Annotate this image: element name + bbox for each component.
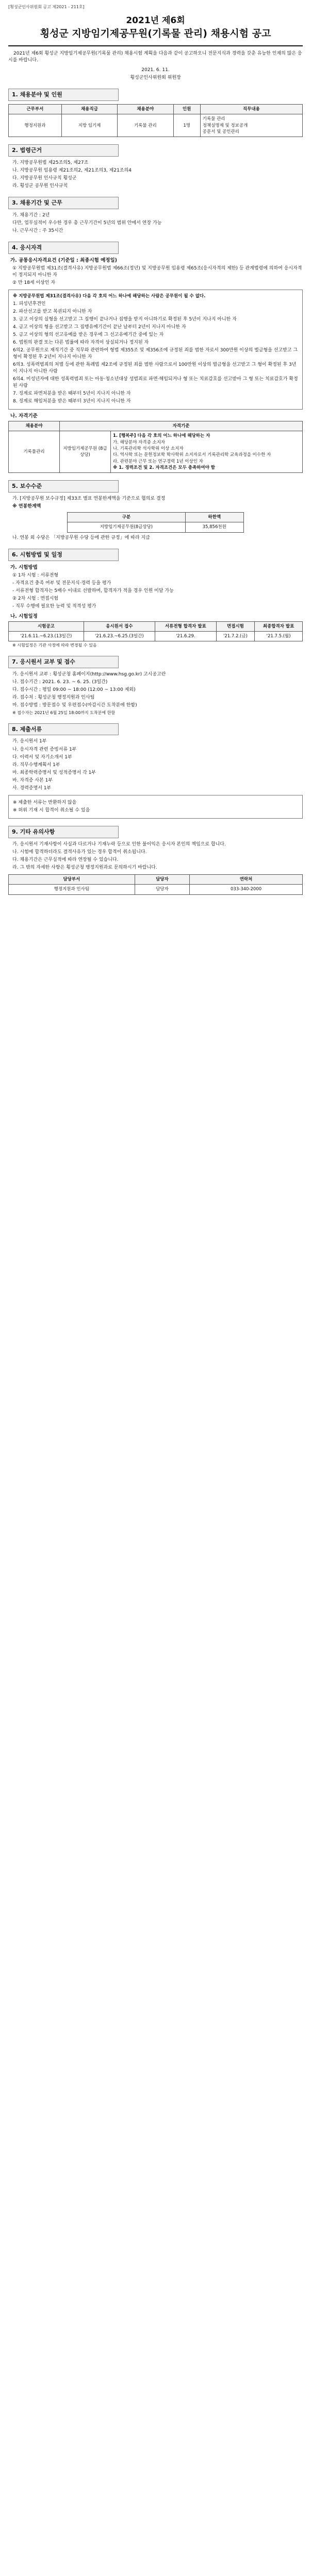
text-line: 가. 응시원서 기재사항이 사실과 다르거나 기재누락 등으로 인한 불이익은 응시자 본인의 책임으로 합니다.: [12, 841, 226, 847]
text-line: 가. 지방공무원법 제25조의5, 제27조: [12, 160, 89, 166]
text-line: ※ 시험일정은 기관 사정에 따라 변경될 수 있음: [12, 643, 97, 648]
salary-table: [67, 512, 244, 533]
text-line: 라. 그 밖의 자세한 사항은 횡성군청 행정지원과로 문의하시기 바랍니다.: [12, 865, 157, 870]
section-notes: [8, 826, 303, 895]
section-heading: 7. 응시원서 교부 및 접수: [8, 656, 119, 668]
text-line: ② 만 18세 이상인 자: [12, 280, 56, 286]
text-line: 마. 최종학력증명서 및 성적증명서 각 1부: [12, 770, 96, 775]
cell-grade: 지방임기제공무원 (8급 상당): [60, 431, 111, 473]
sub-heading: 나. 자격기준: [10, 413, 38, 419]
col-header: 시험공고: [9, 621, 84, 631]
table-row: [9, 631, 303, 641]
note-line: 8. 징계로 해임처분을 받은 때부터 3년이 지나지 아니한 자: [13, 399, 131, 404]
cell-dept: 행정지원과: [9, 114, 62, 137]
section-exam: [8, 549, 303, 649]
note-line: 5. 금고 이상의 형의 선고유예를 받은 경우에 그 선고유예기간 중에 있는 자: [13, 332, 164, 337]
cell: '21.7.2.(금): [216, 631, 255, 641]
text-line: 다. 지방공무원 인사규칙 횡성군: [12, 176, 77, 181]
col-header: 연락처: [190, 875, 303, 885]
cell-dept: 행정지원과 인사팀: [9, 885, 135, 894]
text-line: 다. 채용기간은 근무실적에 따라 연장될 수 있습니다.: [12, 857, 119, 862]
note-line: 3. 금고 이상의 실형을 선고받고 그 집행이 끝나거나 집행을 받지 아니하기로 확정된 후 5년이 지나지 아니한 자: [13, 316, 237, 322]
table-row: [68, 522, 244, 532]
cell: '21.7.5.(월): [255, 631, 303, 641]
section-heading: 5. 보수수준: [8, 480, 119, 493]
text-line: 나. 지방공무원 임용령 제21조의2, 제21조의3, 제21조의4: [12, 168, 132, 174]
text-line: ※ 연봉한계액: [12, 504, 41, 510]
cell-criteria: [111, 431, 303, 473]
note-line: 7. 징계로 파면처분을 받은 때부터 5년이 지나지 아니한 자: [13, 391, 131, 397]
text-line: ※ 접수자는 2021년 6월 25일 18:00까지 도착분에 한함: [12, 710, 116, 715]
cell-grade: 지방임기제공무원(8급상당): [68, 522, 185, 532]
title-line1: 2021년 제6회: [126, 15, 185, 26]
note-line: 6. 법원의 판결 또는 다른 법률에 따라 자격이 상실되거나 정지된 자: [13, 340, 149, 345]
note-line: ※ 허위 기재 시 합격이 취소될 수 있음: [13, 807, 90, 813]
text-line: 나. 근무시간 : 주 35시간: [12, 228, 63, 234]
text-line: 나. 연봉 외 수당은 「지방공무원 수당 등에 관한 규정」에 따라 지급: [12, 535, 150, 540]
text-line: 나. 접수기간 : 2021. 6. 23. ~ 6. 25. (3일간): [12, 679, 108, 685]
sub-heading: 가. 공통응시자격요건 (기준일 : 최종시험 예정일): [10, 258, 117, 264]
text-line: 사. 경력증명서 1부: [12, 785, 52, 791]
section-heading: 6. 시험방법 및 일정: [8, 549, 119, 561]
section-documents: [8, 723, 303, 819]
col-header: 근무부서: [9, 104, 62, 114]
col-header: 최종합격자 발표: [255, 621, 303, 631]
note-line: 2. 파산선고를 받고 복권되지 아니한 자: [13, 309, 92, 314]
text-line: ① 지방공무원법 제31조(결격사유) 지방공무원법 제66조(정년) 및 지방공무원 임용령 제65조(응시자격의 제한) 등 관계법령에 의하여 응시자격이 정지되지 아니한 자: [12, 266, 302, 278]
announce-date: 2021. 6. 11.: [141, 67, 170, 73]
contact-table: [8, 874, 303, 895]
cell: '21.6.29.: [155, 631, 217, 641]
section-heading: 4. 응시자격: [8, 242, 119, 254]
recruit-table: [8, 104, 303, 137]
top-note: [횡성군인사위원회 공고 제2021 - 211호]: [8, 5, 85, 9]
text-line: 다. 접수시간 : 평일 09:00 ~ 18:00 (12:00 ~ 13:00 제외): [12, 687, 136, 692]
qualification-table: [8, 421, 303, 473]
sub-heading: 나. 시험일정: [10, 613, 38, 619]
cell-grade: 지방 임기제: [61, 114, 117, 137]
section-period: [8, 197, 303, 234]
cell-field: 기록물 관리: [118, 114, 173, 137]
col-header: 채용분야: [118, 104, 173, 114]
note-line: 4. 금고 이상의 형을 선고받고 그 집행유예기간이 끝난 날부터 2년이 지나지 아니한 자: [13, 324, 186, 330]
criteria-line: 다. 역사학 또는 문헌정보학 학사학위 소지자로서 기록관리학 교육과정을 이수한 자: [113, 452, 271, 458]
table-row: [9, 114, 303, 137]
note-line: ※ 제출한 서류는 반환하지 않음: [13, 800, 77, 805]
section-qualification: [8, 242, 303, 473]
text-line: - 직무 수행에 필요한 능력 및 적격성 평가: [12, 603, 96, 609]
text-line: 다만, 업무실적이 우수한 경우 총 근무기간이 5년의 범위 안에서 연장 가능: [12, 221, 162, 226]
cell-person: 담당자: [135, 885, 189, 894]
title-rule: [8, 45, 303, 46]
section-salary: [8, 480, 303, 541]
title-line2: 횡성군 지방임기제공무원(기록물 관리) 채용시험 공고: [40, 28, 271, 40]
col-header: 채용직급: [61, 104, 117, 114]
cell-phone: 033-340-2000: [190, 885, 303, 894]
cell: '21.6.11.~6.23.(13일간): [9, 631, 84, 641]
text-line: - 자격요건 충족 여부 및 전문지식·경력 등을 평가: [12, 580, 111, 586]
col-header: 담당부서: [9, 875, 135, 885]
col-header: 담당자: [135, 875, 189, 885]
criteria-line: 나. 기록관리학 석사학위 이상 소지자: [113, 446, 184, 451]
section-heading: 9. 기타 유의사항: [8, 826, 119, 838]
intro-paragraph: 2021년 제6회 횡성군 지방임기제공무원(기록물 관리) 채용시험 계획을 다음과 같이 공고하오니 전문지식과 경력을 갖춘 유능한 인재의 많은 응시를 바랍니다.: [8, 50, 302, 63]
text-line: 나. 응시자격 관련 증빙서류 1부: [12, 747, 77, 752]
note-line: 1. 피성년후견인: [13, 301, 46, 307]
section-application: [8, 656, 303, 716]
text-line: 라. 접수처 : 횡성군청 행정지원과 인사팀: [12, 694, 95, 700]
note-line: 6의4. 미성년자에 대한 성폭력범죄 또는 아동·청소년대상 성범죄로 파면·해임되거나 형 또는 치료감호를 선고받아 그 형 또는 치료감호가 확정된 사람: [13, 376, 298, 389]
section-heading: 8. 제출서류: [8, 723, 119, 736]
col-header: 채용분야: [9, 421, 60, 431]
section-heading: 2. 법령근거: [8, 144, 119, 157]
col-header: 직무내용: [200, 104, 302, 114]
col-header: 하한액: [185, 513, 243, 522]
section-heading: 3. 채용기간 및 근무: [8, 197, 119, 209]
announcement-page: [0, 0, 311, 903]
criteria-line: 1. [행복주] 다음 각 호의 어느 하나에 해당하는 자: [113, 433, 210, 439]
table-row: [9, 431, 303, 473]
cell-duties: [200, 114, 302, 137]
text-line: 바. 자격증 사본 1부: [12, 777, 53, 783]
criteria-line: 가. 해당분야 자격증 소지자: [113, 439, 166, 445]
note-heading: ※ 지방공무원법 제31조(결격사유) 다음 각 호의 어느 하나에 해당하는 사람은 공무원이 될 수 없다.: [13, 294, 206, 299]
section-legal-basis: [8, 144, 303, 190]
col-header: 응시원서 접수: [84, 621, 155, 631]
text-line: 마. 접수방법 : 방문접수 및 우편접수(마감시간 도착분에 한함): [12, 702, 137, 708]
cell: '21.6.23.~6.25.(3일간): [84, 631, 155, 641]
note-line: 6의3. 성폭력범죄의 처벌 등에 관한 특례법 제2조에 규정된 죄를 범한 사람으로서 100만원 이상의 벌금형을 선고받고 그 형이 확정된 후 3년이 지나지 아니한 사람: [13, 362, 297, 374]
cell-field: 기록물관리: [9, 431, 60, 473]
note-line: 6의2. 공무원으로 재직기간 중 직무와 관련하여 형법 제355조 및 제356조에 규정된 죄를 범한 자로서 300만원 이상의 벌금형을 선고받고 그 형이 확정된 후 2년이 지나지 아니한 자: [13, 347, 298, 360]
col-header: 자격기준: [60, 421, 303, 431]
criteria-line: ※ 1. 경력조건 및 2. 자격조건은 모두 충족하여야 함: [113, 465, 216, 470]
cell-amount: 35,856천원: [185, 522, 243, 532]
disqualification-note: [8, 290, 303, 410]
text-line: 라. 직무수행계획서 1부: [12, 762, 60, 768]
section-heading: 1. 채용분야 및 인원: [8, 89, 119, 101]
text-line: ② 2차 시험 : 면접시험: [12, 596, 59, 601]
text-line: 다. 이력서 및 자기소개서 1부: [12, 754, 72, 760]
text-line: ① 1차 시험 : 서류전형: [12, 572, 59, 578]
duty-item: 공문서 및 공인관리: [202, 129, 239, 134]
duty-item: 기록물 관리: [202, 116, 225, 122]
col-header: 구분: [68, 513, 185, 522]
text-line: 가. 응시원서 교부 : 횡성군청 홈페이지(http://www.hsg.go.kr) 고시공고란: [12, 671, 166, 677]
schedule-table: [8, 621, 303, 642]
text-line: 가. 응시원서 1부: [12, 739, 47, 744]
text-line: - 서류전형 합격자는 5배수 이내로 선발하며, 합격자가 적을 경우 인원 미달 가능: [12, 588, 174, 594]
text-line: 가. 채용기간 : 2년: [12, 213, 50, 218]
text-line: 라. 횡성군 공무원 인사규칙: [12, 183, 68, 189]
text-line: 나. 시험에 합격하더라도 결격사유가 있는 경우 합격이 취소됩니다.: [12, 849, 147, 855]
table-row: [9, 885, 303, 894]
col-header: 서류전형 합격자 발표: [155, 621, 217, 631]
col-header: 인원: [173, 104, 200, 114]
cell-count: 1명: [173, 114, 200, 137]
announce-org: 횡성군인사위원회 위원장: [130, 75, 181, 80]
documents-note: [8, 795, 303, 819]
col-header: 면접시험: [216, 621, 255, 631]
sub-heading: 가. 시험방법: [10, 564, 38, 570]
section-recruit: [8, 89, 303, 137]
text-line: 가. [지방공무원 보수규정] 제33조 별표 연봉한계액을 기준으로 협의로 결정: [12, 496, 166, 502]
duty-item: 정책실명제 및 정보공개: [202, 123, 248, 128]
criteria-line: 라. 관련분야 근무 또는 연구경력 1년 이상인 자: [113, 459, 203, 464]
